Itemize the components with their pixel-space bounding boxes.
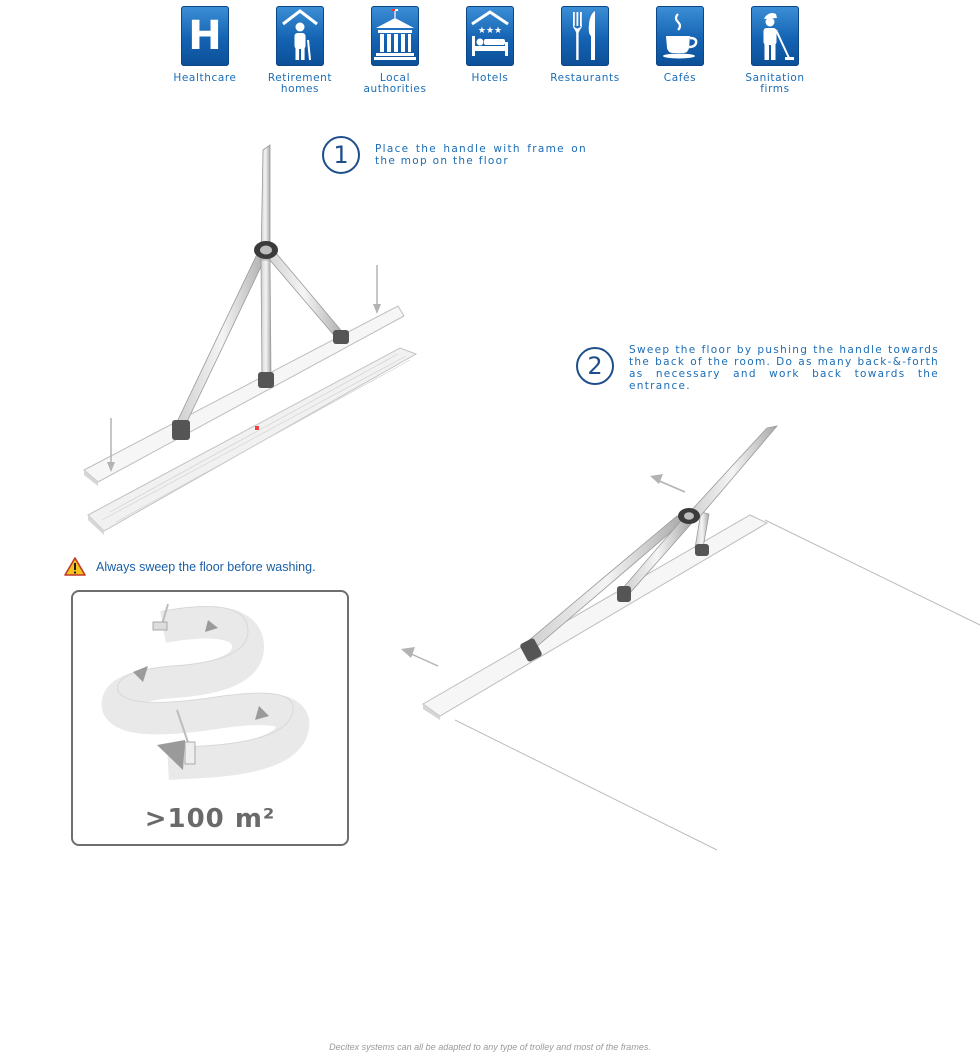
step-number-badge: 2 <box>576 347 614 385</box>
svg-text:H: H <box>188 13 222 59</box>
warning-triangle-icon <box>64 557 86 576</box>
step-instruction-text: Sweep the floor by pushing the handle towards the back of the room. Do as many back-&-forth as necessary and work back towards the entrance. <box>629 344 939 392</box>
sector-hotels <box>448 6 532 84</box>
sector-icons-row <box>0 6 980 106</box>
s-shaped-sweep-path-illustration <box>73 592 347 802</box>
sector-cafes <box>638 6 722 84</box>
warning-text: Always sweep the floor before washing. <box>96 559 316 574</box>
sector-sanitation-firms <box>733 6 817 95</box>
sector-restaurants <box>543 6 627 84</box>
mop-frame-placement-illustration <box>80 140 420 545</box>
sector-retirement-homes <box>258 6 342 95</box>
elderly-person-icon <box>276 6 324 66</box>
sector-label: Sanitation firms <box>745 72 805 95</box>
sector-label: Cafés <box>663 72 697 84</box>
coffee-cup-icon <box>656 6 704 66</box>
sector-label: Hotels <box>471 72 509 84</box>
sector-label: Local authorities <box>363 72 427 95</box>
hospital-h-icon <box>181 6 229 66</box>
area-size-label: >100 m² <box>144 804 276 834</box>
hotel-bed-icon <box>466 6 514 66</box>
sector-label: Restaurants <box>550 72 620 84</box>
sweeping-illustration <box>395 420 980 855</box>
svg-text:★★★: ★★★ <box>477 26 503 36</box>
warning-notice <box>64 557 316 576</box>
sector-healthcare <box>163 6 247 84</box>
cleaner-icon <box>751 6 799 66</box>
town-hall-icon <box>371 6 419 66</box>
footer-note: Decitex systems can all be adapted to any type of trolley and most of the frames. <box>329 1042 651 1052</box>
sector-label: Retirement homes <box>267 72 333 95</box>
sector-local-authorities <box>353 6 437 95</box>
sweep-area-box <box>71 590 349 846</box>
step-instruction-text: Place the handle with frame on the mop on the floor <box>375 143 587 167</box>
sector-label: Healthcare <box>173 72 237 84</box>
step-number-badge: 1 <box>322 136 360 174</box>
fork-knife-icon <box>561 6 609 66</box>
